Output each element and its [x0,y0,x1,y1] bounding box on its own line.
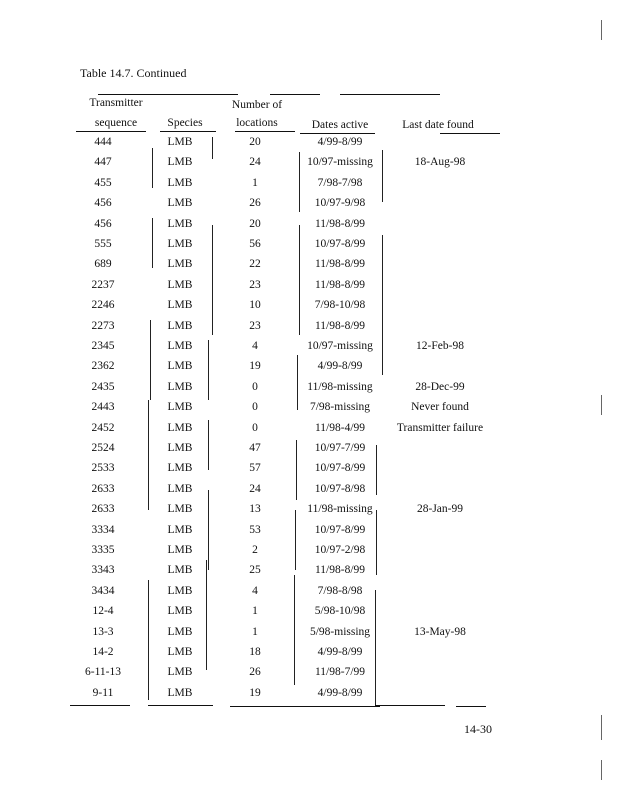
cell-dates-active: 11/98-8/99 [314,217,366,230]
cell-dates-active: 11/98-8/99 [314,564,366,577]
table-row [60,503,520,523]
cell-dates-active: 10/97-8/98 [314,482,366,495]
column-line [152,218,153,268]
cell-sequence: 2246 [91,299,115,312]
header-rule [76,131,146,132]
cell-last-found: 18-Aug-98 [414,156,466,169]
cell-dates-active: 11/98-missing [307,380,373,393]
cell-sequence: 456 [94,217,112,230]
cell-sequence: 3335 [91,544,115,556]
table-row [60,462,520,482]
cell-sequence: 9-11 [92,686,114,699]
header-rule [440,133,500,134]
cell-locations: 4 [252,584,258,597]
cell-species: LMB [167,605,193,618]
cell-last-found: Transmitter failure [396,421,484,434]
header-last: Last date found [402,119,474,131]
header-seq-line2: sequence [94,117,138,129]
column-line [382,150,383,202]
cell-species: LMB [167,156,193,169]
cell-dates-active: 10/97-7/99 [314,442,366,454]
table-row [60,646,520,666]
header-num-line1: Number of [231,99,283,111]
table-row [60,605,520,625]
cell-species: LMB [167,503,193,516]
column-line [212,137,213,159]
column-line [294,575,295,685]
column-line [382,235,383,375]
cell-locations: 24 [249,156,261,169]
cell-sequence: 13-3 [92,625,114,638]
cell-species: LMB [167,442,193,454]
cell-dates-active: 5/98-10/98 [314,605,366,618]
cell-species: LMB [167,319,193,332]
cell-sequence: 2443 [91,401,115,414]
cell-sequence: 456 [94,197,112,210]
cell-locations: 56 [249,238,261,250]
table-row [60,483,520,503]
cell-locations: 19 [249,360,261,373]
table-row [60,401,520,421]
table-row [60,422,520,442]
cell-locations: 53 [249,523,261,536]
column-line [299,225,300,335]
cell-sequence: 3334 [91,523,115,536]
cell-sequence: 3434 [91,584,115,597]
cell-locations: 24 [249,482,261,495]
cell-locations: 20 [249,136,261,148]
cell-locations: 22 [249,258,261,271]
column-line [297,355,298,410]
column-line [375,590,376,705]
cell-sequence: 2633 [91,482,115,495]
cell-dates-active: 7/98-10/98 [314,299,366,312]
header-species: Species [167,117,203,129]
bottom-rule [70,705,130,706]
table-row [60,585,520,605]
header-rule [160,131,216,132]
cell-last-found: Never found [411,401,469,414]
top-rule [340,94,440,95]
cell-species: LMB [167,462,193,475]
cell-species: LMB [167,136,193,148]
cell-species: LMB [167,401,193,414]
bottom-rule [375,705,445,706]
cell-sequence: 2524 [91,442,115,454]
cell-sequence: 14-2 [92,646,114,658]
cell-locations: 1 [252,605,258,618]
cell-dates-active: 4/99-8/99 [317,646,363,658]
column-line [152,148,153,188]
cell-sequence: 2362 [91,360,115,373]
column-line [295,510,296,570]
cell-species: LMB [167,197,193,210]
cell-dates-active: 11/98-4/99 [314,421,366,434]
cell-sequence: 3343 [91,564,115,577]
cell-dates-active: 7/98-missing [309,401,371,414]
cell-locations: 0 [252,401,258,414]
cell-sequence: 2345 [91,340,115,352]
cell-sequence: 447 [94,156,112,169]
cell-last-found: 12-Feb-98 [416,340,464,352]
cell-dates-active: 4/99-8/99 [317,360,363,373]
cell-dates-active: 11/98-missing [307,503,373,516]
cell-locations: 25 [249,564,261,577]
cell-locations: 20 [249,217,261,230]
cell-sequence: 2633 [91,503,115,516]
cell-dates-active: 4/99-8/99 [317,136,363,148]
cell-species: LMB [167,544,193,556]
table-row [60,258,520,278]
cell-dates-active: 10/97-8/99 [314,238,366,250]
cell-dates-active: 5/98-missing [309,625,371,638]
cell-sequence: 555 [94,238,112,250]
table-row [60,320,520,340]
cell-species: LMB [167,646,193,658]
header-num-line2: locations [236,117,278,129]
cell-sequence: 6-11-13 [85,666,121,679]
cell-species: LMB [167,584,193,597]
cell-sequence: 2452 [91,421,115,434]
table-title: Table 14.7. Continued [80,66,187,80]
cell-species: LMB [167,666,193,679]
header-rule [300,133,375,134]
cell-species: LMB [167,564,193,577]
column-line [148,580,149,700]
table-row [60,381,520,401]
cell-last-found: 28-Dec-99 [415,380,465,393]
header-rule [235,131,295,132]
cell-locations: 1 [252,625,258,638]
cell-dates-active: 10/97-missing [307,156,373,169]
cell-species: LMB [167,176,193,189]
cell-locations: 23 [249,319,261,332]
cell-species: LMB [167,686,193,699]
cell-locations: 2 [252,544,258,556]
table-row [60,238,520,258]
table-row [60,626,520,646]
cell-sequence: 2237 [91,278,115,291]
table-row [60,136,520,156]
cell-species: LMB [167,360,193,373]
header-dates: Dates active [311,119,369,131]
cell-locations: 18 [249,646,261,658]
cell-sequence: 689 [94,258,112,271]
cell-sequence: 2533 [91,462,115,475]
cell-locations: 19 [249,686,261,699]
cell-sequence: 444 [94,136,112,148]
cell-dates-active: 10/97-missing [307,340,373,352]
column-line [376,510,377,575]
cell-species: LMB [167,217,193,230]
bottom-rule [230,706,380,707]
cell-dates-active: 11/98-7/99 [314,666,366,679]
top-rule [98,94,238,95]
page-number: 14-30 [464,722,492,736]
cell-species: LMB [167,523,193,536]
cell-dates-active: 10/97-8/99 [314,462,366,475]
cell-locations: 26 [249,666,261,679]
cell-sequence: 455 [94,176,112,189]
column-line [299,152,300,212]
table-row [60,687,520,707]
cell-dates-active: 7/98-7/98 [317,176,363,189]
cell-dates-active: 10/97-9/98 [314,197,366,210]
cell-species: LMB [167,421,193,434]
top-rule [270,94,320,95]
cell-last-found: 28-Jan-99 [417,503,463,516]
table-row [60,299,520,319]
scan-edge-mark [601,715,602,740]
cell-species: LMB [167,625,193,638]
cell-dates-active: 11/98-8/99 [314,278,366,291]
cell-sequence: 2435 [91,380,115,393]
cell-dates-active: 4/99-8/99 [317,686,363,699]
cell-species: LMB [167,238,193,250]
table-row [60,442,520,462]
column-line [296,440,297,500]
cell-species: LMB [167,482,193,495]
cell-dates-active: 10/97-2/98 [314,544,366,556]
column-line [206,560,207,670]
cell-dates-active: 7/98-8/98 [317,584,363,597]
cell-locations: 23 [249,278,261,291]
bottom-rule [148,705,213,706]
cell-sequence: 2273 [91,319,115,332]
column-line [212,225,213,335]
column-line [208,420,209,470]
cell-locations: 47 [249,442,261,454]
cell-locations: 10 [249,299,261,312]
column-line [376,445,377,495]
cell-locations: 13 [249,503,261,516]
cell-locations: 26 [249,197,261,210]
cell-locations: 57 [249,462,261,475]
table-row [60,197,520,217]
cell-locations: 1 [252,176,258,189]
scan-edge-mark [601,395,602,415]
cell-species: LMB [167,278,193,291]
cell-species: LMB [167,340,193,352]
cell-locations: 0 [252,421,258,434]
table-row [60,544,520,564]
cell-locations: 0 [252,380,258,393]
cell-dates-active: 11/98-8/99 [314,258,366,271]
table-row [60,218,520,238]
cell-dates-active: 11/98-8/99 [314,319,366,332]
table-row [60,564,520,584]
cell-last-found: 13-May-98 [414,625,466,638]
scan-edge-mark [601,20,602,40]
table-row [60,666,520,686]
table-row [60,524,520,544]
table-row [60,340,520,360]
cell-locations: 4 [252,340,258,352]
cell-species: LMB [167,299,193,312]
cell-sequence: 12-4 [92,605,114,618]
table-row [60,177,520,197]
column-line [148,400,149,510]
column-line [208,490,209,570]
column-line [150,320,151,400]
bottom-rule [456,706,486,707]
cell-species: LMB [167,380,193,393]
column-line [208,340,209,400]
cell-species: LMB [167,258,193,271]
table-row [60,156,520,176]
scan-edge-mark [601,760,602,780]
header-seq-line1: Transmitter [89,97,143,109]
table-row [60,279,520,299]
cell-dates-active: 10/97-8/99 [314,523,366,536]
table-row [60,360,520,380]
